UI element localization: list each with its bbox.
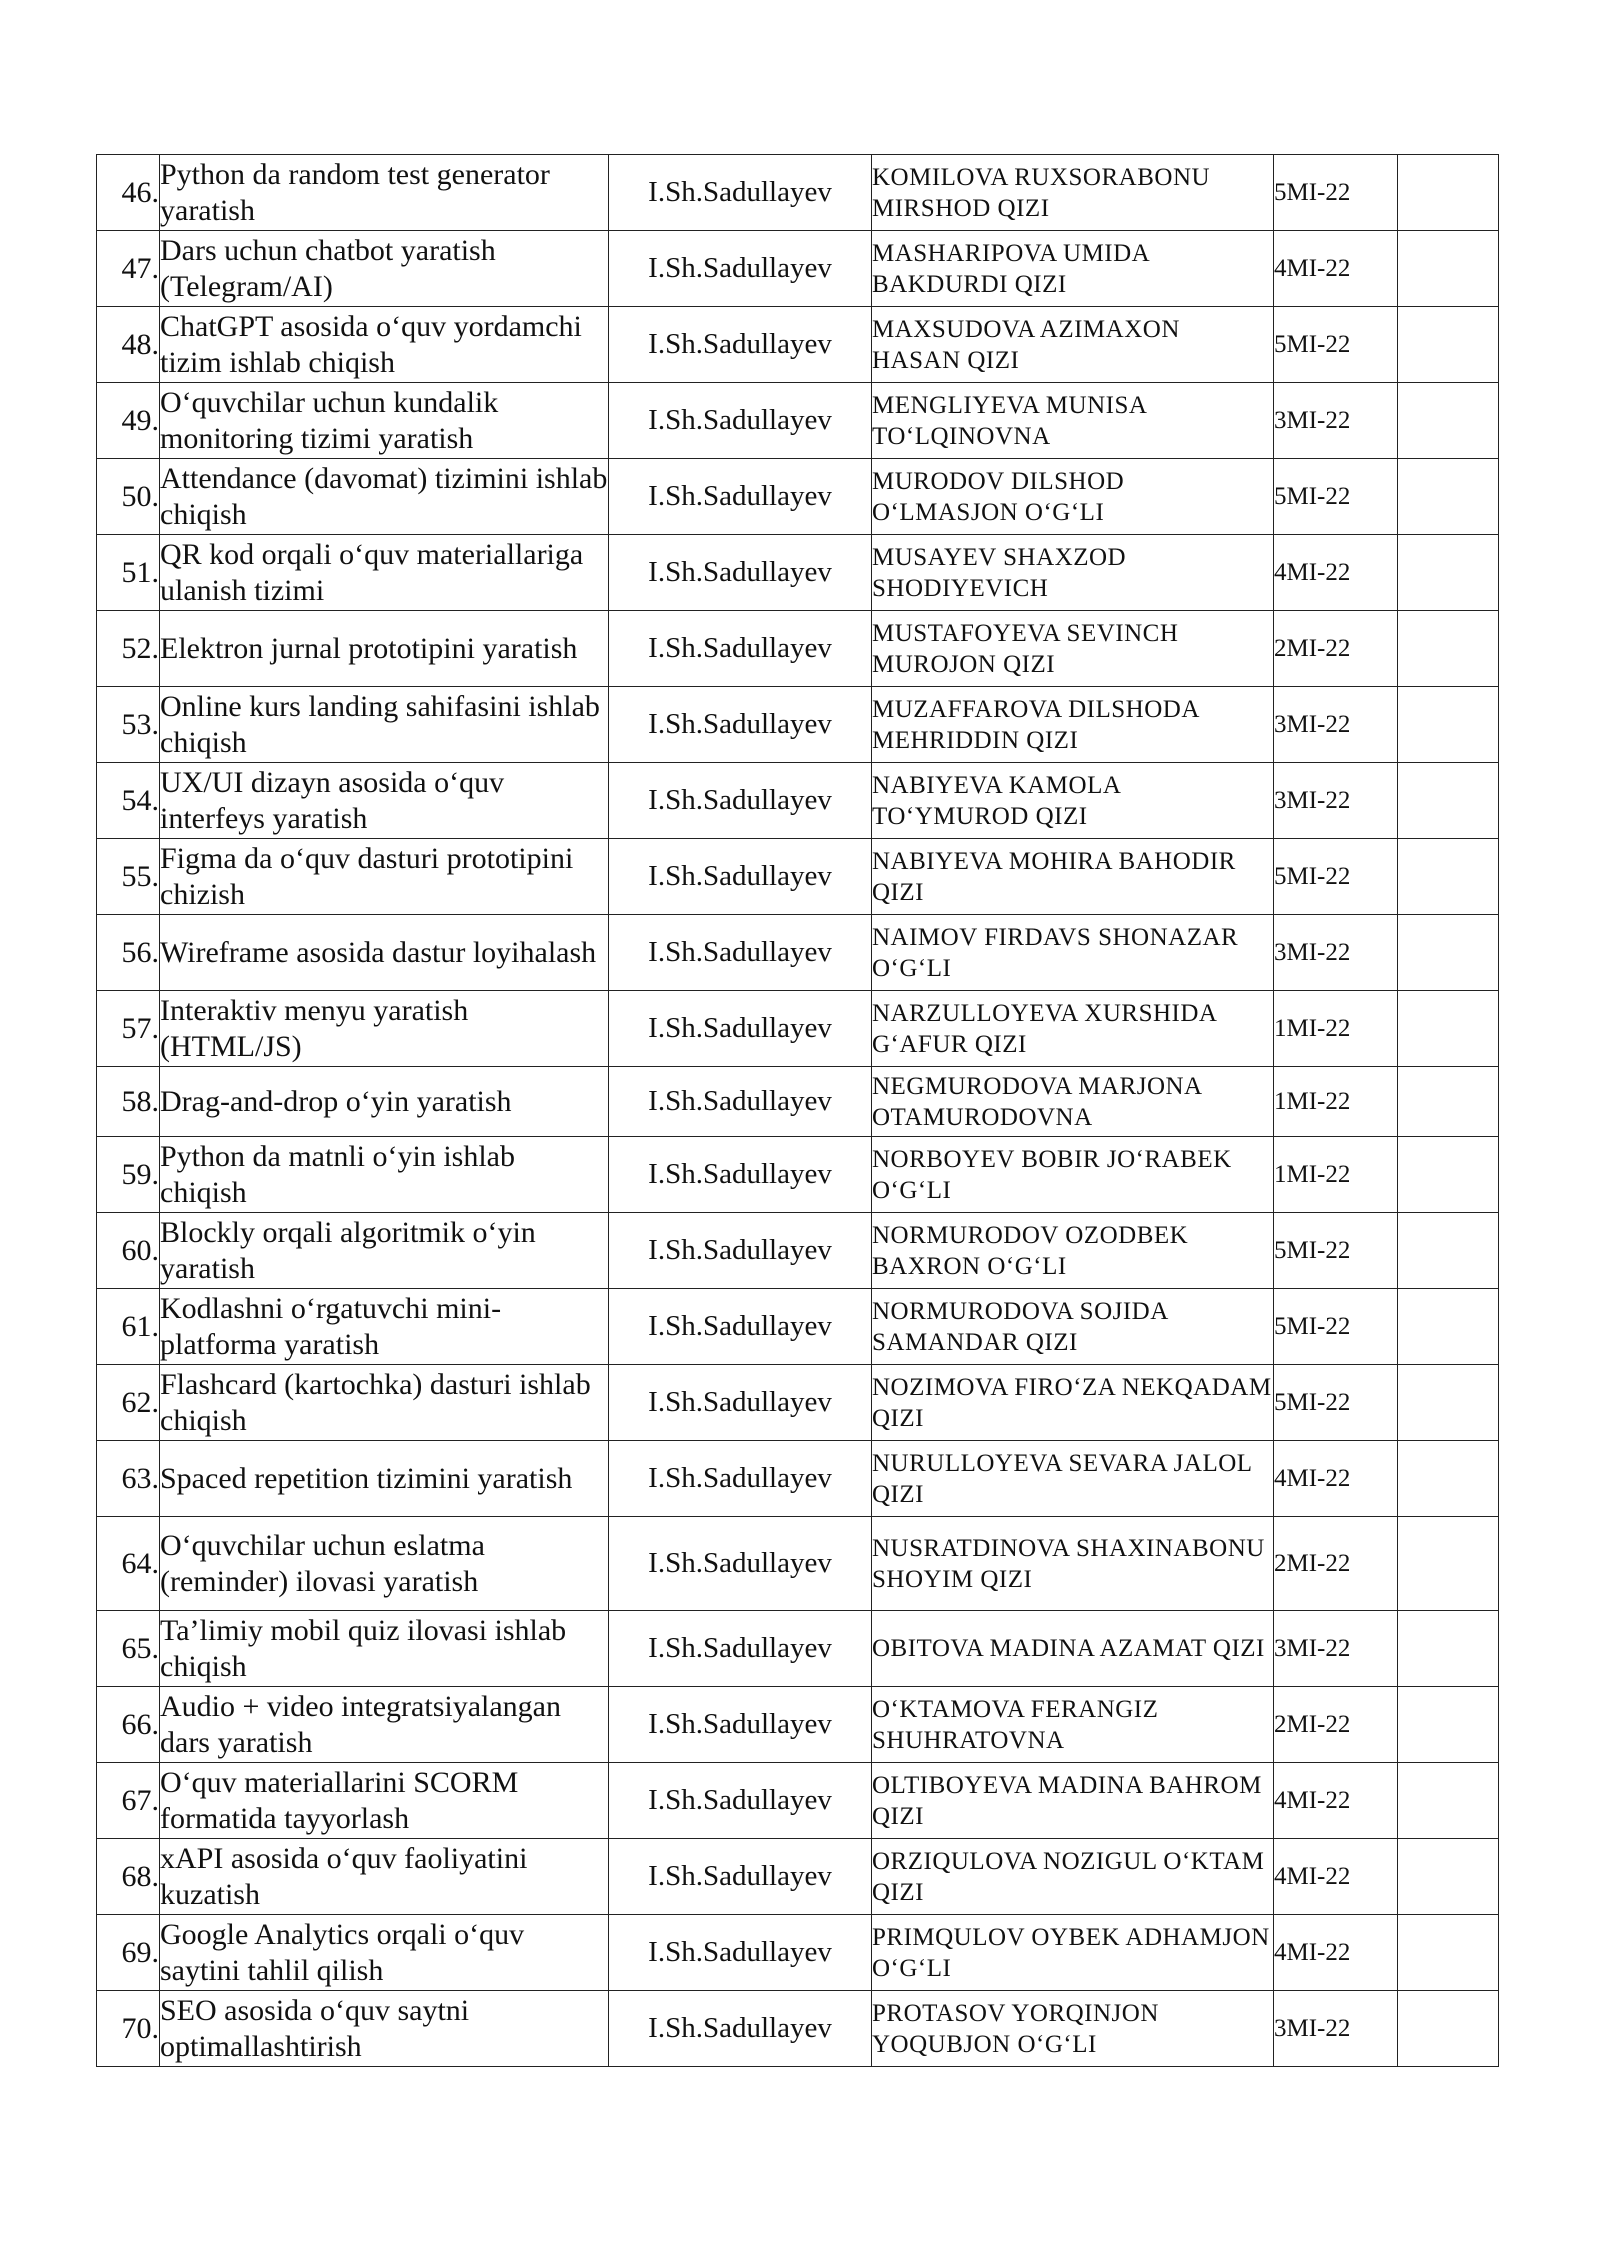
empty-cell <box>1398 1763 1499 1839</box>
row-number: 63. <box>97 1441 160 1517</box>
table-row <box>97 1839 1499 1915</box>
row-number: 67. <box>97 1763 160 1839</box>
supervisor-cell: I.Sh.Sadullayev <box>609 1763 872 1839</box>
empty-cell <box>1398 763 1499 839</box>
empty-cell <box>1398 915 1499 991</box>
student-cell: KOMILOVA RUXSORABONU MIRSHOD QIZI <box>872 155 1274 231</box>
supervisor-cell: I.Sh.Sadullayev <box>609 1067 872 1137</box>
group-cell: 5MI-22 <box>1274 839 1398 915</box>
empty-cell <box>1398 1137 1499 1213</box>
topic-cell: Figma da o‘quv dasturi prototipini chizish <box>160 839 609 915</box>
group-cell: 3MI-22 <box>1274 763 1398 839</box>
row-number: 62. <box>97 1365 160 1441</box>
row-number: 49. <box>97 383 160 459</box>
student-cell: NEGMURODOVA MARJONA OTAMURODOVNA <box>872 1067 1274 1137</box>
row-number: 51. <box>97 535 160 611</box>
group-cell: 2MI-22 <box>1274 611 1398 687</box>
row-number: 69. <box>97 1915 160 1991</box>
row-number: 48. <box>97 307 160 383</box>
table-row <box>97 231 1499 307</box>
topic-cell: Online kurs landing sahifasini ishlab chiqish <box>160 687 609 763</box>
student-cell: MENGLIYEVA MUNISA TO‘LQINOVNA <box>872 383 1274 459</box>
row-number: 50. <box>97 459 160 535</box>
empty-cell <box>1398 1213 1499 1289</box>
topic-cell: Dars uchun chatbot yaratish (Telegram/AI) <box>160 231 609 307</box>
supervisor-cell: I.Sh.Sadullayev <box>609 1517 872 1611</box>
table-row <box>97 459 1499 535</box>
group-cell: 4MI-22 <box>1274 1915 1398 1991</box>
group-cell: 1MI-22 <box>1274 1067 1398 1137</box>
supervisor-cell: I.Sh.Sadullayev <box>609 611 872 687</box>
group-cell: 4MI-22 <box>1274 231 1398 307</box>
topic-cell: Interaktiv menyu yaratish (HTML/JS) <box>160 991 609 1067</box>
student-cell: NOZIMOVA FIRO‘ZA NEKQADAM QIZI <box>872 1365 1274 1441</box>
row-number: 52. <box>97 611 160 687</box>
topic-cell: Google Analytics orqali o‘quv saytini tahlil qilish <box>160 1915 609 1991</box>
topic-cell: O‘quvchilar uchun eslatma (reminder) ilovasi yaratish <box>160 1517 609 1611</box>
row-number: 57. <box>97 991 160 1067</box>
empty-cell <box>1398 839 1499 915</box>
empty-cell <box>1398 1441 1499 1517</box>
topic-cell: Audio + video integratsiyalangan dars yaratish <box>160 1687 609 1763</box>
topic-cell: Flashcard (kartochka) dasturi ishlab chiqish <box>160 1365 609 1441</box>
student-cell: MASHARIPOVA UMIDA BAKDURDI QIZI <box>872 231 1274 307</box>
table-row <box>97 1441 1499 1517</box>
group-cell: 5MI-22 <box>1274 459 1398 535</box>
group-cell: 1MI-22 <box>1274 991 1398 1067</box>
empty-cell <box>1398 991 1499 1067</box>
student-cell: OLTIBOYEVA MADINA BAHROM QIZI <box>872 1763 1274 1839</box>
supervisor-cell: I.Sh.Sadullayev <box>609 383 872 459</box>
topic-cell: SEO asosida o‘quv saytni optimallashtirish <box>160 1991 609 2067</box>
topic-cell: Spaced repetition tizimini yaratish <box>160 1441 609 1517</box>
student-cell: MUZAFFAROVA DILSHODA MEHRIDDIN QIZI <box>872 687 1274 763</box>
empty-cell <box>1398 383 1499 459</box>
topic-cell: ChatGPT asosida o‘quv yordamchi tizim ishlab chiqish <box>160 307 609 383</box>
table-row <box>97 1213 1499 1289</box>
student-cell: PROTASOV YORQINJON YOQUBJON O‘G‘LI <box>872 1991 1274 2067</box>
group-cell: 3MI-22 <box>1274 687 1398 763</box>
topics-table <box>96 154 1499 2067</box>
student-cell: MUSAYEV SHAXZOD SHODIYEVICH <box>872 535 1274 611</box>
topic-cell: Ta’limiy mobil quiz ilovasi ishlab chiqish <box>160 1611 609 1687</box>
student-cell: NORMURODOVA SOJIDA SAMANDAR QIZI <box>872 1289 1274 1365</box>
topic-cell: O‘quvchilar uchun kundalik monitoring tizimi yaratish <box>160 383 609 459</box>
row-number: 64. <box>97 1517 160 1611</box>
table-row <box>97 1991 1499 2067</box>
table-row <box>97 611 1499 687</box>
supervisor-cell: I.Sh.Sadullayev <box>609 1839 872 1915</box>
student-cell: MUSTAFOYEVA SEVINCH MUROJON QIZI <box>872 611 1274 687</box>
table-row <box>97 535 1499 611</box>
table-row <box>97 1517 1499 1611</box>
topic-cell: xAPI asosida o‘quv faoliyatini kuzatish <box>160 1839 609 1915</box>
empty-cell <box>1398 535 1499 611</box>
supervisor-cell: I.Sh.Sadullayev <box>609 915 872 991</box>
row-number: 59. <box>97 1137 160 1213</box>
student-cell: O‘KTAMOVA FERANGIZ SHUHRATOVNA <box>872 1687 1274 1763</box>
empty-cell <box>1398 155 1499 231</box>
supervisor-cell: I.Sh.Sadullayev <box>609 687 872 763</box>
topic-cell: Elektron jurnal prototipini yaratish <box>160 611 609 687</box>
supervisor-cell: I.Sh.Sadullayev <box>609 1441 872 1517</box>
supervisor-cell: I.Sh.Sadullayev <box>609 155 872 231</box>
empty-cell <box>1398 1611 1499 1687</box>
table-row <box>97 1365 1499 1441</box>
student-cell: MAXSUDOVA AZIMAXON HASAN QIZI <box>872 307 1274 383</box>
empty-cell <box>1398 1687 1499 1763</box>
student-cell: NABIYEVA KAMOLA TO‘YMUROD QIZI <box>872 763 1274 839</box>
supervisor-cell: I.Sh.Sadullayev <box>609 991 872 1067</box>
topic-cell: Wireframe asosida dastur loyihalash <box>160 915 609 991</box>
group-cell: 5MI-22 <box>1274 307 1398 383</box>
group-cell: 4MI-22 <box>1274 1763 1398 1839</box>
group-cell: 2MI-22 <box>1274 1517 1398 1611</box>
student-cell: NUSRATDINOVA SHAXINABONU SHOYIM QIZI <box>872 1517 1274 1611</box>
table-row <box>97 1067 1499 1137</box>
student-cell: NORMURODOV OZODBEK BAXRON O‘G‘LI <box>872 1213 1274 1289</box>
table-row <box>97 687 1499 763</box>
topic-cell: Python da matnli o‘yin ishlab chiqish <box>160 1137 609 1213</box>
table-row <box>97 763 1499 839</box>
supervisor-cell: I.Sh.Sadullayev <box>609 1289 872 1365</box>
group-cell: 3MI-22 <box>1274 383 1398 459</box>
table-row <box>97 991 1499 1067</box>
student-cell: PRIMQULOV OYBEK ADHAMJON O‘G‘LI <box>872 1915 1274 1991</box>
table-row <box>97 155 1499 231</box>
empty-cell <box>1398 1839 1499 1915</box>
supervisor-cell: I.Sh.Sadullayev <box>609 1365 872 1441</box>
empty-cell <box>1398 1289 1499 1365</box>
topic-cell: Drag-and-drop o‘yin yaratish <box>160 1067 609 1137</box>
row-number: 65. <box>97 1611 160 1687</box>
group-cell: 4MI-22 <box>1274 1441 1398 1517</box>
topic-cell: QR kod orqali o‘quv materiallariga ulanish tizimi <box>160 535 609 611</box>
supervisor-cell: I.Sh.Sadullayev <box>609 1687 872 1763</box>
table-row <box>97 383 1499 459</box>
student-cell: ORZIQULOVA NOZIGUL O‘KTAM QIZI <box>872 1839 1274 1915</box>
table-row <box>97 1915 1499 1991</box>
group-cell: 4MI-22 <box>1274 1839 1398 1915</box>
topic-cell: Attendance (davomat) tizimini ishlab chiqish <box>160 459 609 535</box>
group-cell: 2MI-22 <box>1274 1687 1398 1763</box>
group-cell: 5MI-22 <box>1274 1365 1398 1441</box>
empty-cell <box>1398 459 1499 535</box>
supervisor-cell: I.Sh.Sadullayev <box>609 307 872 383</box>
row-number: 56. <box>97 915 160 991</box>
supervisor-cell: I.Sh.Sadullayev <box>609 1611 872 1687</box>
row-number: 55. <box>97 839 160 915</box>
row-number: 47. <box>97 231 160 307</box>
supervisor-cell: I.Sh.Sadullayev <box>609 1915 872 1991</box>
student-cell: NARZULLOYEVA XURSHIDA G‘AFUR QIZI <box>872 991 1274 1067</box>
topic-cell: O‘quv materiallarini SCORM formatida tayyorlash <box>160 1763 609 1839</box>
row-number: 66. <box>97 1687 160 1763</box>
row-number: 53. <box>97 687 160 763</box>
supervisor-cell: I.Sh.Sadullayev <box>609 1137 872 1213</box>
row-number: 68. <box>97 1839 160 1915</box>
group-cell: 3MI-22 <box>1274 1611 1398 1687</box>
supervisor-cell: I.Sh.Sadullayev <box>609 763 872 839</box>
group-cell: 5MI-22 <box>1274 155 1398 231</box>
table-row <box>97 1763 1499 1839</box>
row-number: 60. <box>97 1213 160 1289</box>
student-cell: MURODOV DILSHOD O‘LMASJON O‘G‘LI <box>872 459 1274 535</box>
row-number: 46. <box>97 155 160 231</box>
supervisor-cell: I.Sh.Sadullayev <box>609 1991 872 2067</box>
student-cell: NURULLOYEVA SEVARA JALOL QIZI <box>872 1441 1274 1517</box>
table-row <box>97 307 1499 383</box>
table-row <box>97 1137 1499 1213</box>
empty-cell <box>1398 687 1499 763</box>
supervisor-cell: I.Sh.Sadullayev <box>609 535 872 611</box>
group-cell: 1MI-22 <box>1274 1137 1398 1213</box>
table-row <box>97 1687 1499 1763</box>
topic-cell: Blockly orqali algoritmik o‘yin yaratish <box>160 1213 609 1289</box>
supervisor-cell: I.Sh.Sadullayev <box>609 459 872 535</box>
student-cell: NABIYEVA MOHIRA BAHODIR QIZI <box>872 839 1274 915</box>
group-cell: 3MI-22 <box>1274 1991 1398 2067</box>
empty-cell <box>1398 1991 1499 2067</box>
group-cell: 5MI-22 <box>1274 1213 1398 1289</box>
table-row <box>97 1289 1499 1365</box>
student-cell: NORBOYEV BOBIR JO‘RABEK O‘G‘LI <box>872 1137 1274 1213</box>
row-number: 54. <box>97 763 160 839</box>
empty-cell <box>1398 231 1499 307</box>
empty-cell <box>1398 1067 1499 1137</box>
empty-cell <box>1398 1915 1499 1991</box>
table-row <box>97 915 1499 991</box>
table-row <box>97 1611 1499 1687</box>
empty-cell <box>1398 1365 1499 1441</box>
student-cell: OBITOVA MADINA AZAMAT QIZI <box>872 1611 1274 1687</box>
table-row <box>97 839 1499 915</box>
group-cell: 3MI-22 <box>1274 915 1398 991</box>
group-cell: 4MI-22 <box>1274 535 1398 611</box>
group-cell: 5MI-22 <box>1274 1289 1398 1365</box>
empty-cell <box>1398 1517 1499 1611</box>
topic-cell: UX/UI dizayn asosida o‘quv interfeys yaratish <box>160 763 609 839</box>
row-number: 70. <box>97 1991 160 2067</box>
student-cell: NAIMOV FIRDAVS SHONAZAR O‘G‘LI <box>872 915 1274 991</box>
supervisor-cell: I.Sh.Sadullayev <box>609 839 872 915</box>
supervisor-cell: I.Sh.Sadullayev <box>609 231 872 307</box>
topic-cell: Kodlashni o‘rgatuvchi mini-platforma yaratish <box>160 1289 609 1365</box>
topics-table-body <box>97 155 1499 2067</box>
empty-cell <box>1398 307 1499 383</box>
supervisor-cell: I.Sh.Sadullayev <box>609 1213 872 1289</box>
row-number: 58. <box>97 1067 160 1137</box>
empty-cell <box>1398 611 1499 687</box>
topic-cell: Python da random test generator yaratish <box>160 155 609 231</box>
row-number: 61. <box>97 1289 160 1365</box>
